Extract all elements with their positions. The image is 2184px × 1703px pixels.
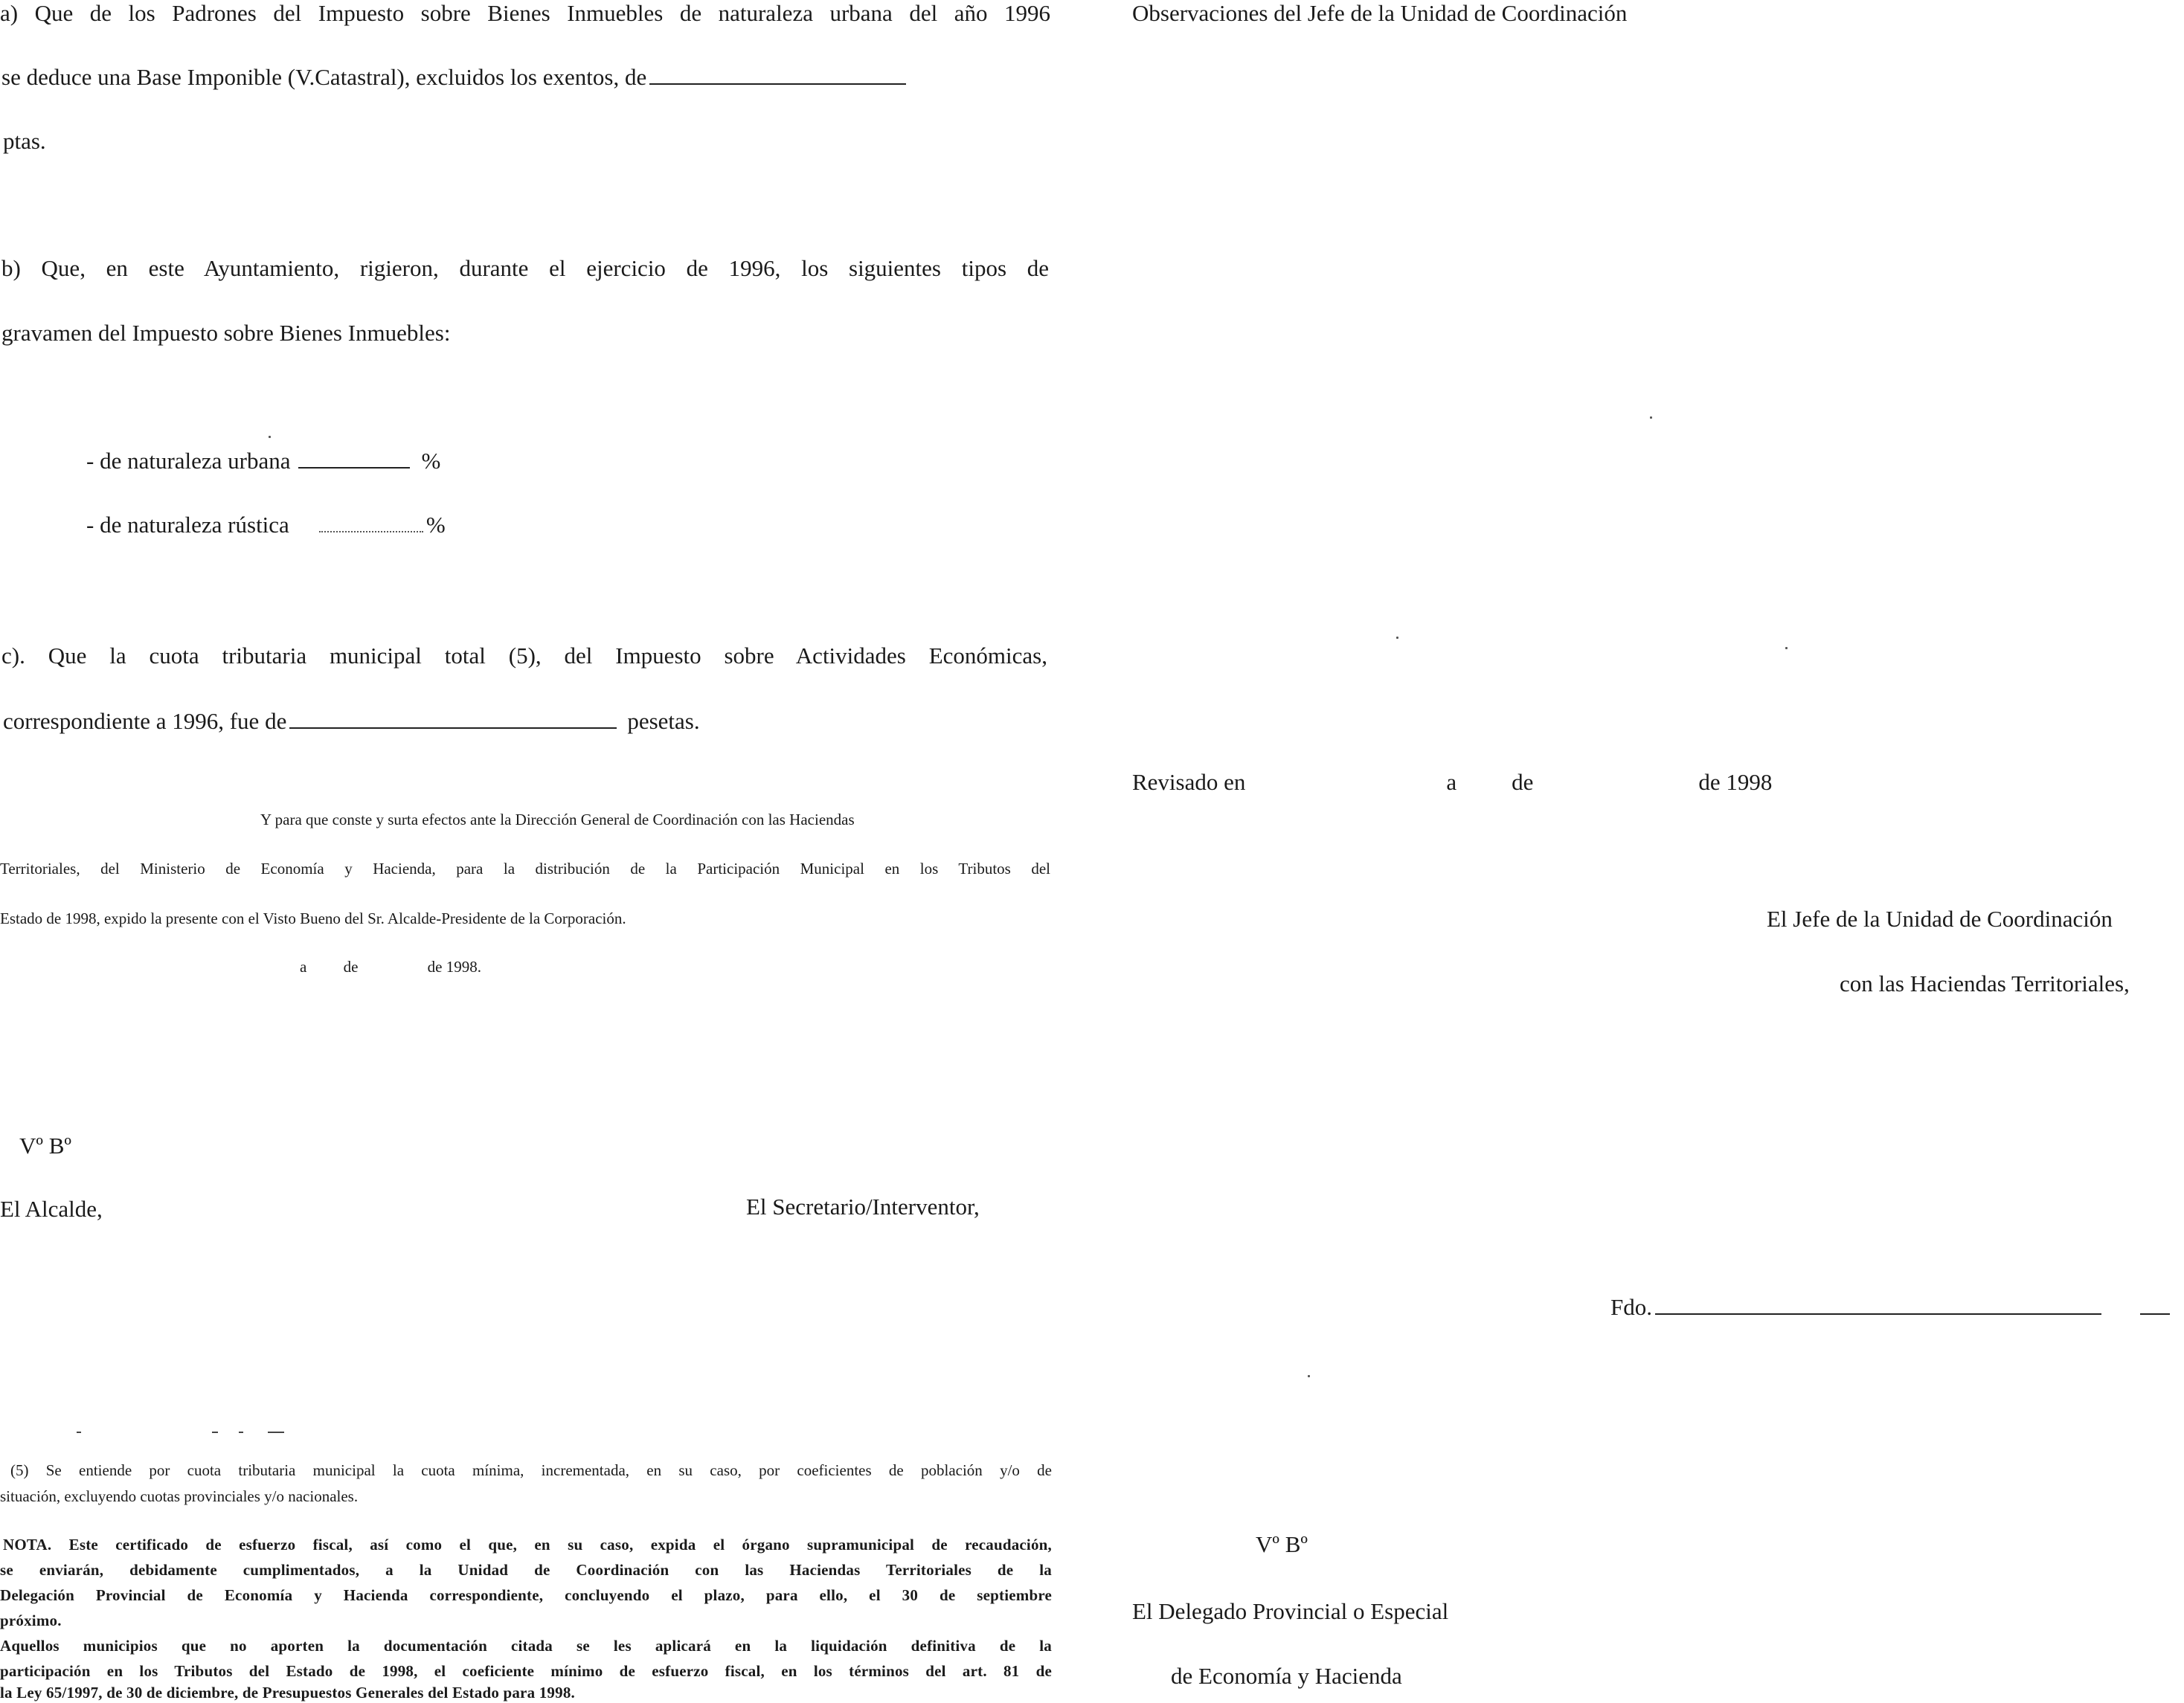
certification-line-3: Estado de 1998, expido la presente con el Visto Bueno del Sr. Alcalde-Presidente de la Corporación.: [0, 910, 626, 927]
date-line: [300, 959, 481, 975]
tipo-urbana-row: [86, 449, 440, 472]
jefe-unidad-line-2: con las Haciendas Territoriales,: [1840, 970, 2130, 997]
stray-mark: [269, 436, 271, 438]
nota-line-1: NOTA. Este certificado de esfuerzo fiscal, así como el que, en su caso, expida el órgano supramunicipal de recaudación,: [3, 1536, 1052, 1554]
tipo-rustica-row: [86, 513, 446, 536]
revisado-year: de 1998: [1698, 769, 1773, 795]
date-de: de: [343, 958, 359, 976]
stray-mark: [1396, 637, 1398, 639]
date-year: de 1998.: [427, 958, 481, 976]
clause-c-line-2-text: correspondiente a 1996, fue de: [3, 708, 287, 734]
tipo-urbana-percent: %: [421, 448, 441, 474]
date-a: a: [300, 958, 307, 976]
jefe-unidad-line-1: El Jefe de la Unidad de Coordinación: [1767, 906, 2113, 932]
revisado-line: [1132, 770, 1772, 793]
tipo-rustica-percent: %: [425, 512, 446, 538]
nota-line-4: próximo.: [0, 1612, 62, 1629]
revisado-de: de: [1512, 769, 1534, 795]
stray-dash: [212, 1432, 218, 1433]
nota-line-3: Delegación Provincial de Economía y Hacienda correspondiente, concluyendo el plazo, para ello, el 30 de septiembre: [0, 1586, 1052, 1604]
footnote-line-2: situación, excluyendo cuotas provinciales y/o nacionales.: [0, 1487, 359, 1505]
revisado-a: a: [1446, 769, 1457, 795]
nota-line-5: Aquellos municipios que no aporten la documentación citada se les aplicará en la liquidación definitiva de la: [0, 1637, 1052, 1655]
fdo-label: Fdo.: [1610, 1294, 1652, 1320]
clause-b-line-2: gravamen del Impuesto sobre Bienes Inmuebles:: [1, 320, 451, 346]
clause-a-line-1: a) Que de los Padrones del Impuesto sobre Bienes Inmuebles de naturaleza urbana del año 1996: [0, 0, 1050, 26]
stray-mark: [1785, 647, 1788, 649]
stray-dash: [239, 1432, 243, 1433]
observaciones-heading: Observaciones del Jefe de la Unidad de Coordinación: [1132, 0, 1628, 26]
secretario-signature-label: El Secretario/Interventor,: [746, 1194, 980, 1220]
delegado-line-1: El Delegado Provincial o Especial: [1132, 1598, 1449, 1624]
visto-bueno-right: Vº Bº: [1256, 1531, 1308, 1557]
revisado-label: Revisado en: [1132, 769, 1246, 795]
stray-mark: [1650, 416, 1652, 419]
stray-mark: [1308, 1375, 1310, 1377]
certification-line-2: Territoriales, del Ministerio de Economía y Hacienda, para la distribución de la Participación Municipal en los Tributos del: [0, 860, 1050, 878]
visto-bueno-left: Vº Bº: [19, 1133, 72, 1159]
fdo-line: [1610, 1295, 2173, 1319]
alcalde-signature-label: El Alcalde,: [0, 1196, 103, 1222]
clause-a-line-2: [1, 65, 909, 88]
clause-b-line-1: b) Que, en este Ayuntamiento, rigieron, durante el ejercicio de 1996, los siguientes tipos de: [1, 255, 1049, 281]
footnote-line-1: (5) Se entiende por cuota tributaria municipal la cuota mínima, incrementada, en su caso, por coeficientes de población y/o de: [10, 1461, 1052, 1479]
delegado-line-2: de Economía y Hacienda: [1171, 1663, 1402, 1689]
cuota-unit: pesetas.: [627, 708, 700, 734]
clause-c-line-2: [3, 709, 700, 733]
fdo-signature-blank[interactable]: [1655, 1313, 2101, 1315]
stray-dash: [77, 1432, 81, 1433]
tipo-rustica-label: - de naturaleza rústica: [86, 512, 289, 538]
tipo-urbana-label: - de naturaleza urbana: [86, 448, 291, 474]
cuota-tributaria-blank[interactable]: [289, 727, 617, 729]
clause-a-line-2-text: se deduce una Base Imponible (V.Catastral), excluidos los exentos, de: [1, 64, 647, 90]
nota-line-2: se enviarán, debidamente cumplimentados, a la Unidad de Coordinación con las Haciendas Territoriales de la: [0, 1561, 1052, 1579]
nota-line-6: participación en los Tributos del Estado de 1998, el coeficiente mínimo de esfuerzo fiscal, en los términos del art. 81 de: [0, 1662, 1052, 1680]
base-imponible-blank[interactable]: [649, 83, 906, 85]
stray-dash: [268, 1432, 284, 1433]
nota-line-7: la Ley 65/1997, de 30 de diciembre, de Presupuestos Generales del Estado para 1998.: [0, 1684, 575, 1702]
certification-line-1: Y para que conste y surta efectos ante la Dirección General de Coordinación con las Haciendas: [260, 811, 855, 828]
tipo-urbana-blank[interactable]: [298, 466, 410, 469]
tipo-rustica-blank[interactable]: [319, 530, 423, 532]
clause-c-line-1: c). Que la cuota tributaria municipal total (5), del Impuesto sobre Actividades Económicas,: [1, 643, 1047, 669]
clause-a-line-3: ptas.: [3, 128, 46, 154]
fdo-signature-blank-tail[interactable]: [2140, 1313, 2170, 1315]
